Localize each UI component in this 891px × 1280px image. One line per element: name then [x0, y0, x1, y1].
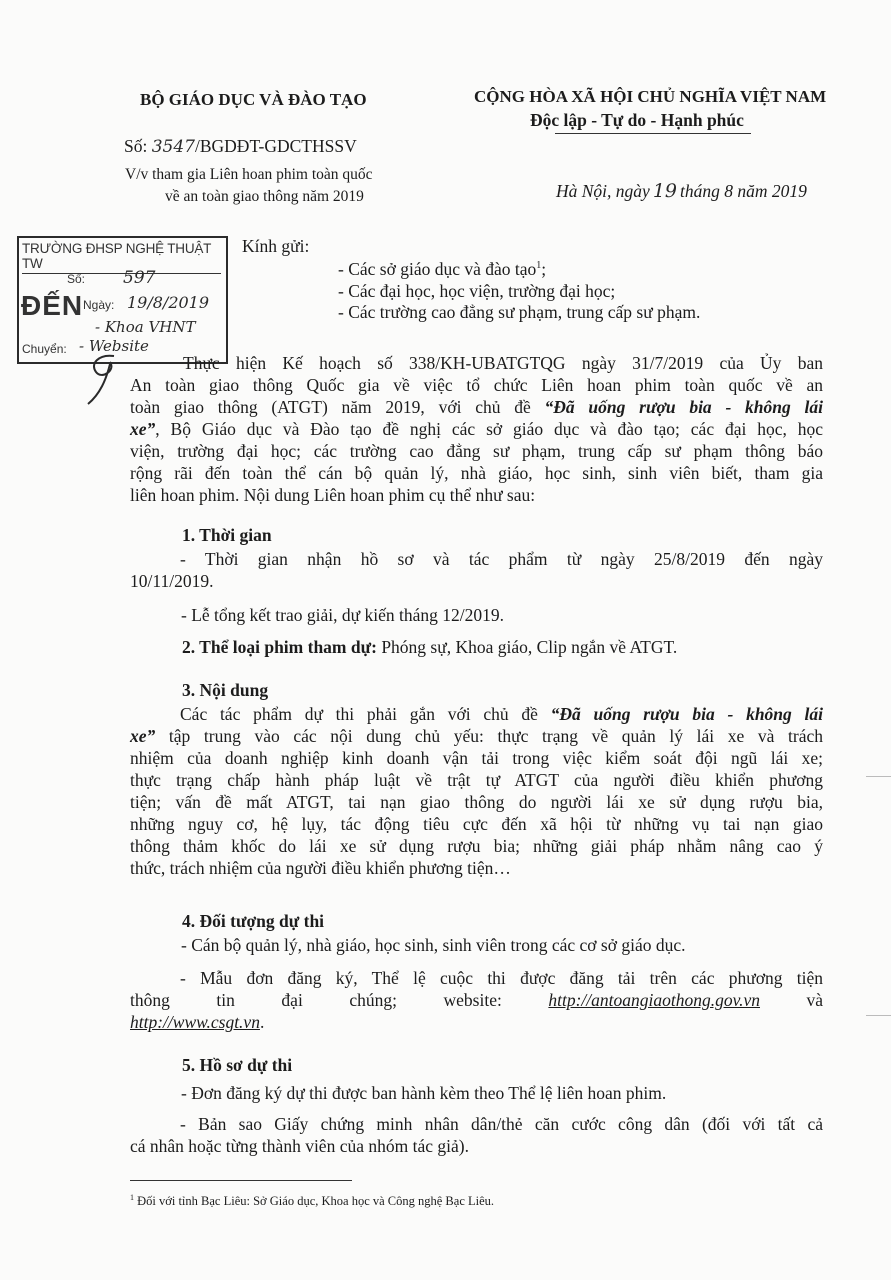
date-prefix: Hà Nội, ngày	[556, 181, 650, 201]
date-line	[556, 180, 807, 202]
received-stamp	[17, 236, 228, 364]
stamp-so-value: 597	[123, 268, 156, 288]
stamp-so-label: Số:	[67, 272, 86, 286]
number-suffix: /BGDĐT-GDCTHSSV	[195, 136, 357, 156]
stamp-org: TRƯỜNG ĐHSP NGHỆ THUẬT TW	[22, 241, 221, 274]
section-5-line-1: - Đơn đăng ký dự thi được ban hành kèm theo Thể lệ liên hoan phim.	[181, 1083, 667, 1103]
section-5-body: - Bản sao Giấy chứng minh nhân dân/thẻ căn cước công dân (đối với tất cả cá nhân hoặc từng thành viên của nhóm tác giả).	[130, 1114, 823, 1156]
date-suffix: tháng 8 năm 2019	[680, 181, 807, 201]
ministry-name: BỘ GIÁO DỤC VÀ ĐÀO TẠO	[140, 90, 367, 109]
section-1-award: - Lễ tổng kết trao giải, dự kiến tháng 12/2019.	[181, 605, 504, 625]
country-name: CỘNG HÒA XÃ HỘI CHỦ NGHĨA VIỆT NAM	[474, 87, 827, 106]
date-day-handwritten: 19	[652, 180, 678, 202]
section-4-title: 4. Đối tượng dự thi	[182, 911, 325, 931]
scan-mark	[866, 776, 891, 777]
recipients-label: Kính gửi:	[242, 236, 310, 256]
section-4-line-1: - Cán bộ quản lý, nhà giáo, học sinh, sinh viên trong các cơ sở giáo dục.	[181, 935, 686, 955]
number-prefix: Số:	[124, 136, 148, 156]
stamp-chuyen-value: - Website	[79, 337, 149, 355]
stamp-ngay-label: Ngày:	[83, 298, 115, 312]
subject-line-1: V/v tham gia Liên hoan phim toàn quốc	[125, 166, 373, 183]
recipient-item: - Các trường cao đẳng sư phạm, trung cấp sư phạm.	[338, 302, 701, 322]
footnote: $^1$ Đối với tỉnh Bạc Liêu: Sở Giáo dục, Khoa học và Công nghệ Bạc Liêu.	[130, 1193, 495, 1209]
motto: Độc lập - Tự do - Hạnh phúc	[530, 110, 744, 130]
website-link-2[interactable]: http://www.csgt.vn	[130, 1012, 260, 1032]
section-3-body: Các tác phẩm dự thi phải gắn với chủ đề “Đã uống rượu bia - không lái xe” tập trung vào các nội dung chủ yếu: thực trạng về quản lý lái xe và trách nhiệm của doanh nghiệp kinh doanh vận tải trong việc kiểm soát đội ngũ lái xe; thực trạng chấp hành pháp luật về trật tự ATGT của người điều khiển phương tiện; vấn đề mất ATGT, tai nạn giao thông do người lái xe sử dụng rượu bia, những nguy cơ, hệ lụy, tác động tiêu cực đến xã hội từ những vụ tai nạn giao thông thảm khốc do lái xe sử dụng rượu bia; những giải pháp nhằm nâng cao ý thức, trách nhiệm của người điều khiển phương tiện…	[130, 704, 823, 878]
recipient-item: - Các đại học, học viện, trường đại học;	[338, 281, 616, 301]
stamp-ngay-value: 19/8/2019	[127, 293, 210, 312]
stamp-chuyen-label: Chuyển:	[22, 342, 67, 356]
section-2	[182, 637, 677, 658]
document-number	[124, 136, 357, 157]
stamp-note-value: - Khoa VHNT	[95, 318, 196, 336]
footnote-separator	[130, 1180, 352, 1181]
section-5-title: 5. Hồ sơ dự thi	[182, 1055, 293, 1075]
stamp-big-word: ĐẾN	[21, 290, 84, 321]
motto-underline	[555, 133, 751, 134]
website-link-1[interactable]: http://antoangiaothong.gov.vn	[548, 990, 760, 1010]
subject-line-2: về an toàn giao thông năm 2019	[165, 188, 364, 205]
section-1-title: 1. Thời gian	[182, 525, 272, 545]
section-2-text: Phóng sự, Khoa giáo, Clip ngắn về ATGT.	[381, 637, 678, 657]
recipient-item: - Các sở giáo dục và đào tạo$^1$;	[338, 259, 547, 279]
section-3-title: 3. Nội dung	[182, 680, 269, 700]
section-4-body: - Mẫu đơn đăng ký, Thể lệ cuộc thi được đăng tải trên các phương tiện thông tin đại chúng; website: http://antoangiaothong.gov.vn và http://www.csgt.vn.	[130, 968, 824, 1032]
section-1-body: - Thời gian nhận hồ sơ và tác phẩm từ ngày 25/8/2019 đến ngày 10/11/2019.	[130, 549, 823, 591]
intro-paragraph: Thực hiện Kế hoạch số 338/KH-UBATGTQG ngày 31/7/2019 của Ủy ban An toàn giao thông Quốc gia về việc tổ chức Liên hoan phim toàn quốc về an toàn giao thông (ATGT) năm 2019, với chủ đề “Đã uống rượu bia - không lái xe”, Bộ Giáo dục và Đào tạo đề nghị các sở giáo dục và đào tạo; các đại học, học viện, trường đại học; các trường cao đẳng sư phạm, trung cấp sư phạm thông báo rộng rãi đến toàn thể cán bộ quản lý, nhà giáo, học sinh, sinh viên biết, tham gia liên hoan phim. Nội dung Liên hoan phim cụ thể như sau:	[130, 353, 823, 505]
section-2-title: 2. Thể loại phim tham dự:	[182, 637, 377, 657]
number-handwritten: 3547	[151, 137, 195, 157]
scan-mark	[866, 1015, 891, 1016]
